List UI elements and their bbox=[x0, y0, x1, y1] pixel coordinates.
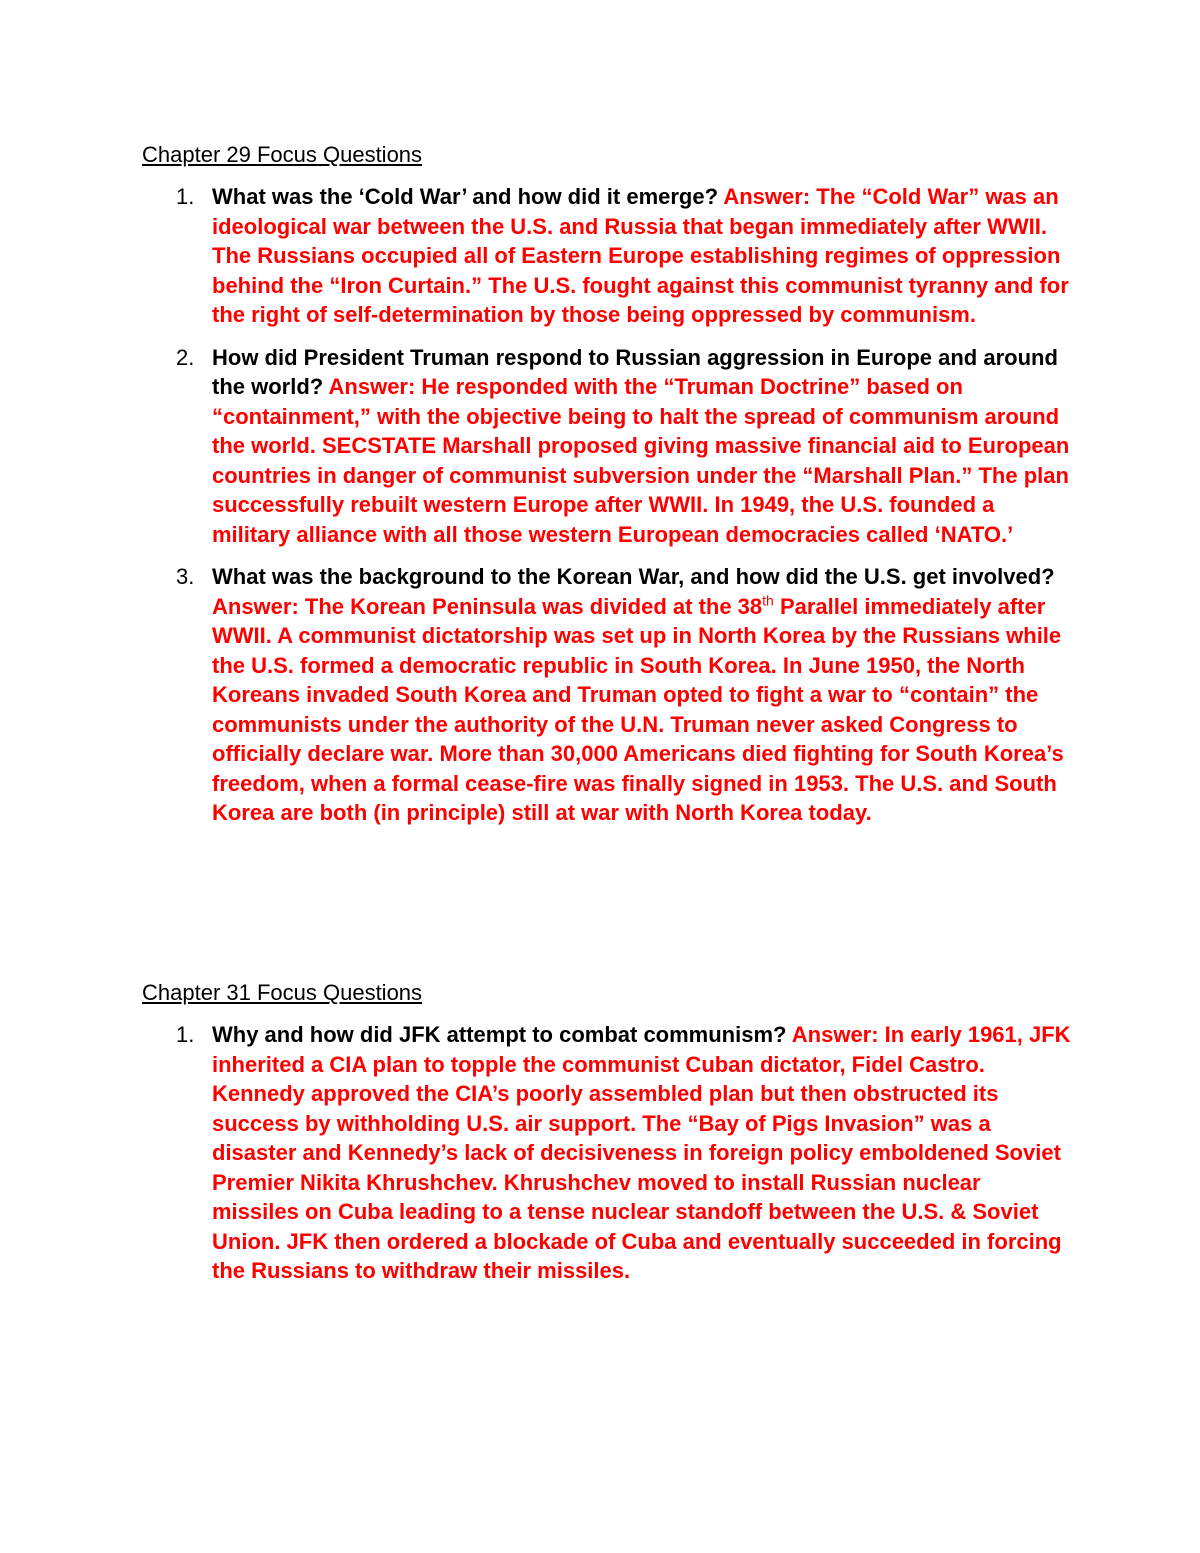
list-item bbox=[142, 343, 1072, 550]
chapter-31-section bbox=[142, 978, 1072, 1299]
answer-text: Answer: The “Cold War” was an ideological war between the U.S. and Russia that began immediately after WWII. The Russians occupied all of Eastern Europe establishing regimes of oppression behind the “Iron Curtain.” The U.S. fought against this communist tyranny and for the right of self-determination by those being oppressed by communism. bbox=[212, 184, 1069, 327]
question-text: Why and how did JFK attempt to combat communism? bbox=[212, 1022, 787, 1047]
answer-text: Answer: The Korean Peninsula was divided at the 38 bbox=[212, 593, 763, 619]
list-item bbox=[142, 1020, 1072, 1286]
list-item bbox=[142, 562, 1072, 828]
chapter-31-heading: Chapter 31 Focus Questions bbox=[142, 980, 423, 1005]
question-number: 2. bbox=[176, 344, 195, 370]
chapter-29-question-list bbox=[142, 182, 1072, 828]
answer-text: Answer: He responded with the “Truman Doctrine” based on “containment,” with the objective being to halt the spread of communism around the world. SECSTATE Marshall proposed giving massive financial aid to European countries in danger of communist subversion under the “Marshall Plan.” The plan successfully rebuilt western Europe after WWII. In 1949, the U.S. founded a military alliance with all those western European democracies called ‘NATO.’ bbox=[212, 374, 1070, 547]
answer-text-continued: Parallel immediately after WWII. A communist dictatorship was set up in North Korea by the Russians while the U.S. formed a democratic republic in South Korea. In June 1950, the North Koreans invaded South Korea and Truman opted to fight a war to “contain” the communists under the authority of the U.N. Truman never asked Congress to officially declare war. More than 30,000 Americans died fighting for South Korea’s freedom, when a formal cease-fire was finally signed in 1953. The U.S. and South Korea are both (in principle) still at war with North Korea today. bbox=[212, 593, 1064, 825]
list-item bbox=[142, 182, 1072, 330]
question-text: How did President Truman respond to Russian aggression in Europe and around the world? bbox=[212, 344, 1058, 399]
chapter-31-question-list bbox=[142, 1020, 1072, 1286]
answer-text: Answer: In early 1961, JFK inherited a CIA plan to topple the communist Cuban dictator, Fidel Castro. Kennedy approved the CIA’s poorly assembled plan but then obstructed its success by withholding U.S. air support. The “Bay of Pigs Invasion” was a disaster and Kennedy’s lack of decisiveness in foreign policy emboldened Soviet Premier Nikita Khrushchev. Khrushchev moved to install Russian nuclear missiles on Cuba leading to a tense nuclear standoff between the U.S. & Soviet Union. JFK then ordered a blockade of Cuba and eventually succeeded in forcing the Russians to withdraw their missiles. bbox=[212, 1022, 1071, 1283]
ordinal-superscript: th bbox=[762, 592, 774, 609]
chapter-29-heading: Chapter 29 Focus Questions bbox=[142, 142, 423, 167]
question-text: What was the background to the Korean War, and how did the U.S. get involved? bbox=[212, 564, 1055, 589]
question-number: 1. bbox=[176, 1022, 195, 1047]
chapter-29-section bbox=[142, 140, 1072, 841]
question-number: 3. bbox=[176, 564, 195, 589]
question-number: 1. bbox=[176, 184, 195, 209]
question-text: What was the ‘Cold War’ and how did it emerge? bbox=[212, 184, 719, 209]
